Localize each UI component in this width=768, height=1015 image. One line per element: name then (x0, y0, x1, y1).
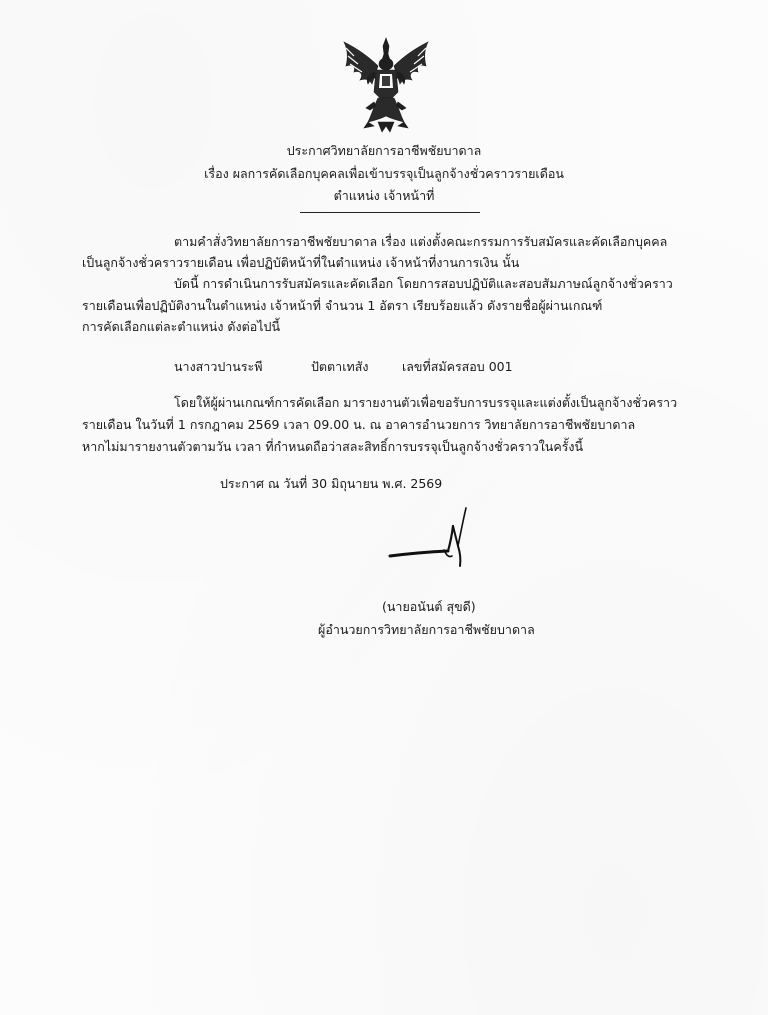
header-divider (300, 212, 480, 213)
signatory-title: ผู้อำนวยการวิทยาลัยการอาชีพชัยบาดาล (318, 622, 535, 637)
candidate-first-name: นางสาวปานระพี (174, 359, 263, 374)
announcement-subject: เรื่อง ผลการคัดเลือกบุคคลเพื่อเข้าบรรจุเป็นลูกจ้างชั่วคราวรายเดือน (204, 166, 564, 181)
announcement-position: ตำแหน่ง เจ้าหน้าที่ (333, 188, 435, 203)
garuda-emblem-icon (338, 36, 434, 136)
paragraph-1-line-1: ตามคำสั่งวิทยาลัยการอาชีพชัยบาดาล เรื่อง แต่งตั้งคณะกรรมการรับสมัครและคัดเลือกบุคคล (174, 234, 668, 249)
paragraph-2-line-1: บัดนี้ การดำเนินการรับสมัครและคัดเลือก โดยการสอบปฏิบัติและสอบสัมภาษณ์ลูกจ้างชั่วคราว (174, 276, 673, 291)
candidate-applicant-number: เลขที่สมัครสอบ 001 (402, 359, 513, 374)
announcement-date: ประกาศ ณ วันที่ 30 มิถุนายน พ.ศ. 2569 (220, 476, 443, 491)
handwritten-signature-icon (386, 506, 476, 572)
paragraph-2-line-3: การคัดเลือกแต่ละตำแหน่ง ดังต่อไปนี้ (82, 319, 281, 334)
paragraph-2-line-2: รายเดือนเพื่อปฏิบัติงานในตำแหน่ง เจ้าหน้าที่ จำนวน 1 อัตรา เรียบร้อยแล้ว ดังรายชื่อผู้ผ่านเกณฑ์ (82, 298, 603, 313)
paragraph-3-line-1: โดยให้ผู้ผ่านเกณฑ์การคัดเลือก มารายงานตัวเพื่อขอรับการบรรจุและแต่งตั้งเป็นลูกจ้างชั่วคราว (174, 395, 678, 410)
paragraph-3-line-2: รายเดือน ในวันที่ 1 กรกฎาคม 2569 เวลา 09.00 น. ณ อาคารอำนวยการ วิทยาลัยการอาชีพชัยบาดาล (82, 417, 636, 432)
announcement-title: ประกาศวิทยาลัยการอาชีพชัยบาดาล (286, 143, 482, 158)
paragraph-1-line-2: เป็นลูกจ้างชั่วคราวรายเดือน เพื่อปฏิบัติหน้าที่ในตำแหน่ง เจ้าหน้าที่งานการเงิน นั้น (82, 255, 520, 270)
paragraph-3-line-3: หากไม่มารายงานตัวตามวัน เวลา ที่กำหนดถือว่าสละสิทธิ์การบรรจุเป็นลูกจ้างชั่วคราวในครั้งนี้ (82, 439, 584, 454)
signatory-name: (นายอนันต์ สุขดี) (382, 599, 476, 614)
candidate-last-name: ปัตตาเทสัง (311, 359, 369, 374)
